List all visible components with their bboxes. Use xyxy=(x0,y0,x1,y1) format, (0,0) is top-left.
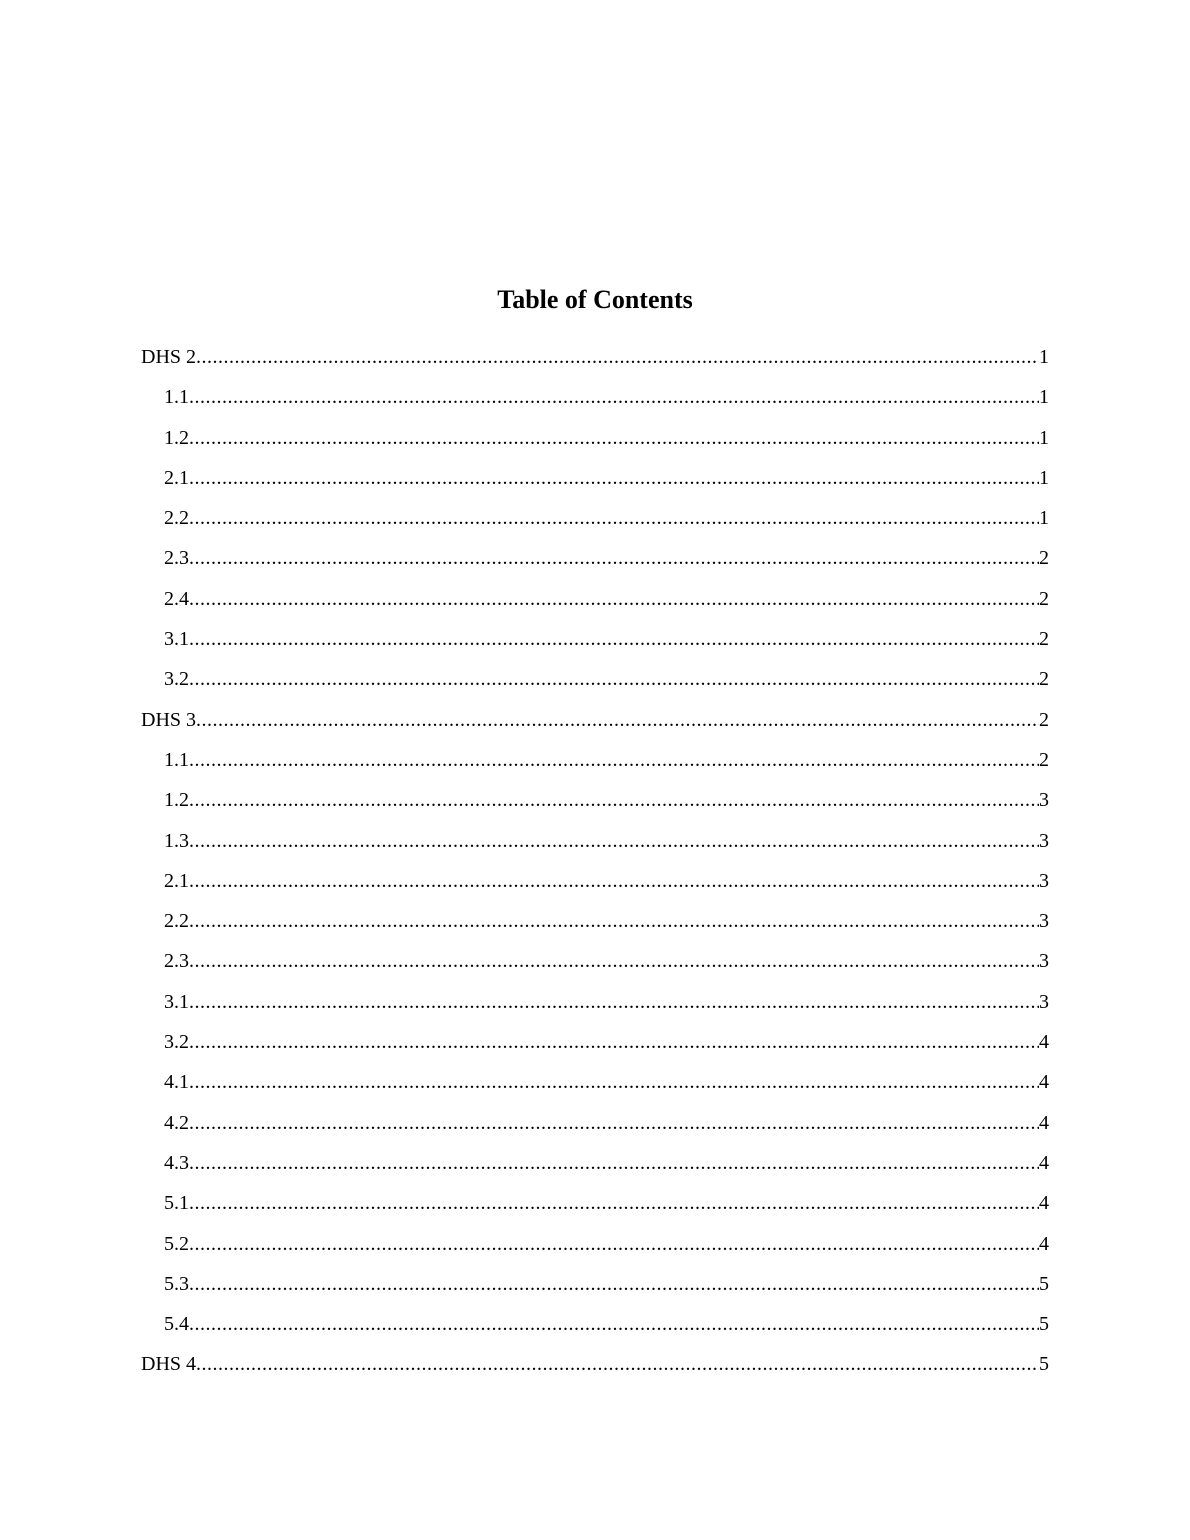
toc-entry[interactable] xyxy=(141,622,1049,662)
toc-entry[interactable] xyxy=(141,340,1049,380)
toc-entry[interactable] xyxy=(141,944,1049,984)
toc-entry-page-number[interactable]: 4 xyxy=(1039,1071,1049,1094)
toc-dot-leader xyxy=(189,1025,1039,1059)
toc-dot-leader xyxy=(189,1307,1039,1341)
toc-entry[interactable] xyxy=(141,421,1049,461)
toc-entry-label[interactable]: 5.1 xyxy=(164,1192,189,1215)
toc-entry-label[interactable]: 1.2 xyxy=(164,426,189,449)
toc-dot-leader xyxy=(189,380,1039,414)
toc-dot-leader xyxy=(189,783,1039,817)
toc-entry-label[interactable]: 2.3 xyxy=(164,950,189,973)
toc-entry-page-number[interactable]: 1 xyxy=(1039,386,1049,409)
toc-dot-leader xyxy=(189,743,1039,777)
toc-entry-label[interactable]: 1.2 xyxy=(164,789,189,812)
toc-entry[interactable] xyxy=(141,662,1049,702)
toc-dot-leader xyxy=(196,703,1039,737)
toc-dot-leader xyxy=(189,541,1039,575)
toc-entry-label[interactable]: 4.1 xyxy=(164,1071,189,1094)
toc-dot-leader xyxy=(189,461,1039,495)
toc-entry-page-number[interactable]: 1 xyxy=(1039,346,1049,368)
toc-entry-page-number[interactable]: 2 xyxy=(1039,668,1049,691)
toc-entry[interactable] xyxy=(141,1065,1049,1105)
toc-entry[interactable] xyxy=(141,1106,1049,1146)
toc-entry[interactable] xyxy=(141,1267,1049,1307)
toc-dot-leader xyxy=(189,944,1039,978)
toc-entry-label[interactable]: 2.2 xyxy=(164,507,189,530)
toc-dot-leader xyxy=(189,864,1039,898)
toc-dot-leader xyxy=(189,1267,1039,1301)
toc-entry-page-number[interactable]: 4 xyxy=(1039,1232,1049,1255)
toc-entry-label[interactable]: 1.1 xyxy=(164,386,189,409)
toc-entry-label[interactable]: 2.4 xyxy=(164,587,189,610)
toc-entry[interactable] xyxy=(141,824,1049,864)
toc-dot-leader xyxy=(189,1146,1039,1180)
toc-dot-leader xyxy=(189,1106,1039,1140)
toc-entry-page-number[interactable]: 3 xyxy=(1039,829,1049,852)
toc-dot-leader xyxy=(189,421,1039,455)
toc-dot-leader xyxy=(196,1347,1039,1381)
toc-entry-label[interactable]: 3.1 xyxy=(164,628,189,651)
toc-entry[interactable] xyxy=(141,380,1049,420)
toc-entry[interactable] xyxy=(141,501,1049,541)
toc-entry-label[interactable]: DHS 2 xyxy=(141,346,197,368)
toc-entry-page-number[interactable]: 2 xyxy=(1039,708,1049,731)
toc-title: Table of Contents xyxy=(497,285,693,314)
toc-entry-page-number[interactable]: 5 xyxy=(1039,1272,1049,1295)
toc-entry-label[interactable]: 2.1 xyxy=(164,466,189,489)
toc-entry-page-number[interactable]: 4 xyxy=(1039,1151,1049,1174)
toc-dot-leader xyxy=(189,662,1039,696)
toc-dot-leader xyxy=(189,1186,1039,1220)
toc-entry[interactable] xyxy=(141,1227,1049,1267)
toc-dot-leader xyxy=(189,904,1039,938)
toc-dot-leader xyxy=(189,582,1039,616)
toc-entry[interactable] xyxy=(141,703,1049,743)
toc-list xyxy=(141,340,1049,1388)
toc-entry-page-number[interactable]: 2 xyxy=(1039,547,1049,570)
toc-entry-label[interactable]: 2.3 xyxy=(164,547,189,570)
toc-entry-label[interactable]: 4.3 xyxy=(164,1151,189,1174)
toc-entry[interactable] xyxy=(141,1186,1049,1226)
toc-dot-leader xyxy=(189,985,1039,1019)
toc-entry-page-number[interactable]: 2 xyxy=(1039,628,1049,651)
toc-dot-leader xyxy=(189,824,1039,858)
toc-entry-page-number[interactable]: 5 xyxy=(1039,1313,1049,1336)
toc-entry[interactable] xyxy=(141,541,1049,581)
toc-entry[interactable] xyxy=(141,1307,1049,1347)
toc-entry-label[interactable]: DHS 3 xyxy=(141,708,197,731)
toc-entry-page-number[interactable]: 3 xyxy=(1039,950,1049,973)
toc-entry-label[interactable]: 3.2 xyxy=(164,1031,189,1054)
toc-entry[interactable] xyxy=(141,1146,1049,1186)
toc-entry-page-number[interactable]: 2 xyxy=(1039,748,1049,771)
toc-entry-page-number[interactable]: 3 xyxy=(1039,869,1049,892)
toc-entry-page-number[interactable]: 1 xyxy=(1039,507,1049,530)
toc-entry[interactable] xyxy=(141,582,1049,622)
toc-entry-page-number[interactable]: 3 xyxy=(1039,990,1049,1013)
toc-dot-leader xyxy=(189,622,1039,656)
toc-entry[interactable] xyxy=(141,864,1049,904)
toc-entry-label[interactable]: 1.3 xyxy=(164,829,189,852)
toc-entry-label[interactable]: 2.2 xyxy=(164,910,189,933)
toc-entry-page-number[interactable]: 3 xyxy=(1039,910,1049,933)
toc-entry-page-number[interactable]: 4 xyxy=(1039,1111,1049,1134)
toc-entry-page-number[interactable]: 1 xyxy=(1039,466,1049,489)
toc-dot-leader xyxy=(189,1065,1039,1099)
toc-entry-label[interactable]: 2.1 xyxy=(164,869,189,892)
toc-entry-page-number[interactable]: 3 xyxy=(1039,789,1049,812)
toc-dot-leader xyxy=(196,340,1039,374)
toc-entry-label[interactable]: 3.2 xyxy=(164,668,189,691)
toc-entry-label[interactable]: 5.3 xyxy=(164,1272,189,1295)
toc-entry-label[interactable]: 4.2 xyxy=(164,1111,189,1134)
toc-entry[interactable] xyxy=(141,743,1049,783)
toc-entry[interactable] xyxy=(141,904,1049,944)
toc-entry-label[interactable]: 1.1 xyxy=(164,748,189,771)
toc-entry-page-number[interactable]: 4 xyxy=(1039,1192,1049,1215)
toc-dot-leader xyxy=(189,1227,1039,1261)
toc-entry[interactable] xyxy=(141,783,1049,823)
toc-entry-page-number[interactable]: 5 xyxy=(1039,1353,1049,1376)
toc-entry-label[interactable]: 5.4 xyxy=(164,1313,189,1336)
toc-entry-label[interactable]: 5.2 xyxy=(164,1232,189,1255)
toc-entry[interactable] xyxy=(141,461,1049,501)
toc-entry[interactable] xyxy=(141,1347,1049,1387)
toc-entry-page-number[interactable]: 4 xyxy=(1039,1031,1049,1054)
toc-dot-leader xyxy=(189,501,1039,535)
toc-entry-page-number[interactable]: 2 xyxy=(1039,587,1049,610)
toc-entry[interactable] xyxy=(141,1025,1049,1065)
toc-entry-page-number[interactable]: 1 xyxy=(1039,426,1049,449)
toc-entry-label[interactable]: DHS 4 xyxy=(141,1353,197,1376)
toc-entry[interactable] xyxy=(141,985,1049,1025)
toc-entry-label[interactable]: 3.1 xyxy=(164,990,189,1013)
